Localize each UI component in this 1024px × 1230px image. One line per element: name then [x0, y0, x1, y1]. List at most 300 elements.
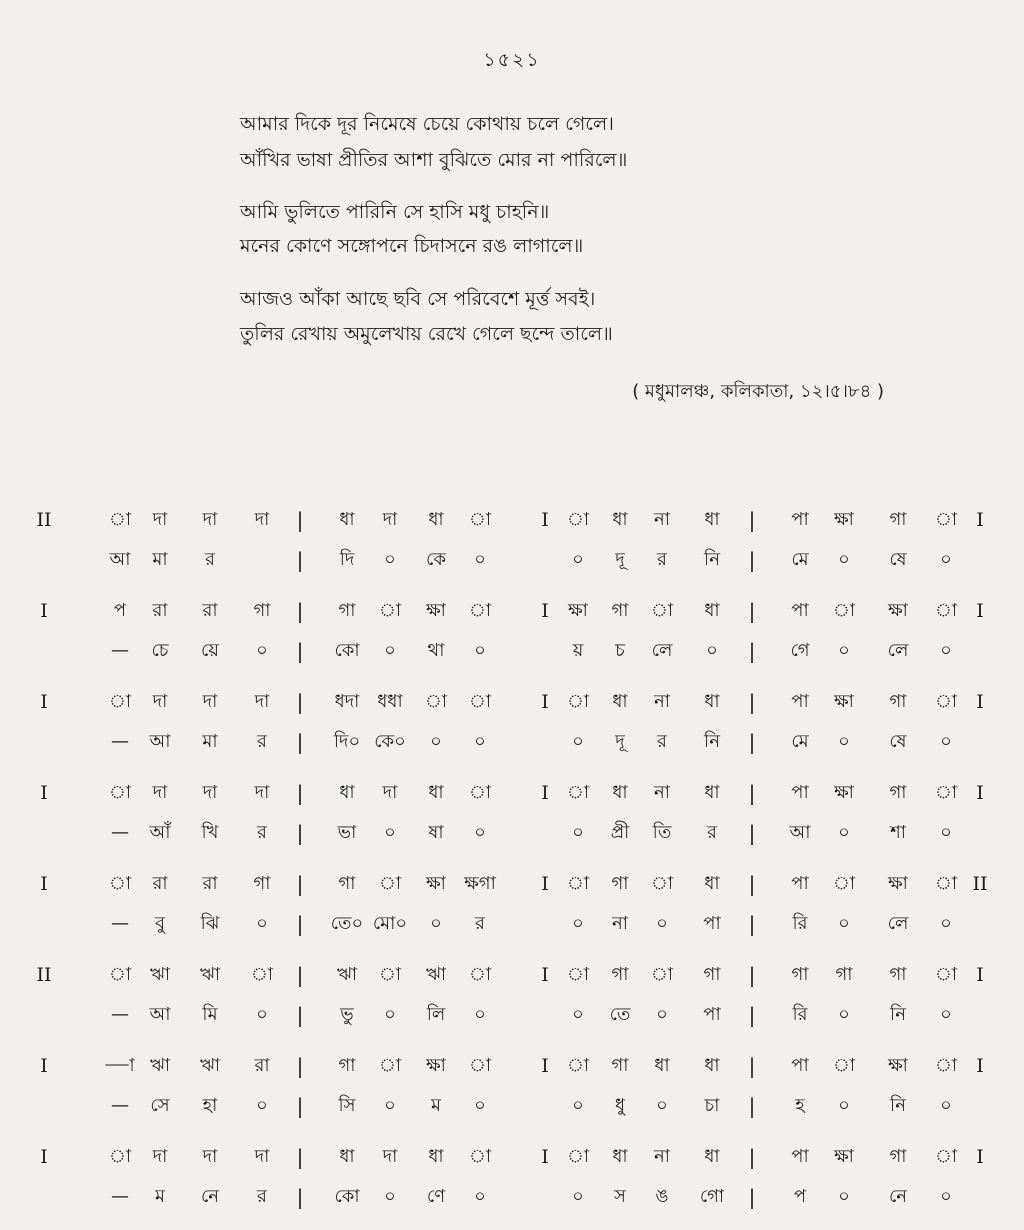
swara-note: গা: [338, 873, 356, 894]
swara-note: দা: [152, 782, 168, 803]
swara-note: ধধা: [377, 691, 403, 712]
lyric-line: আমি ভুলিতে পারিনি সে হাসি মধু চাহনি॥: [240, 201, 550, 223]
bani-syllable: ০: [940, 731, 952, 752]
bar-mark: |: [296, 781, 304, 805]
swara-note: ঋা: [199, 1055, 221, 1076]
bani-syllable: গে: [790, 640, 810, 661]
swara-note: না: [654, 1146, 670, 1167]
swara-note: ধা: [339, 509, 355, 530]
bani-syllable: দি: [339, 549, 355, 570]
swara-note: া: [108, 509, 132, 530]
bar-mark: I: [541, 1055, 549, 1077]
bar-mark: I: [541, 691, 549, 713]
bar-mark: |: [748, 599, 756, 623]
bani-syllable: য়ে: [201, 640, 219, 661]
swara-note: গা: [889, 691, 907, 712]
swara-note: ধা: [654, 1055, 670, 1076]
bani-syllable: সি: [338, 1095, 356, 1116]
swara-note: া: [566, 782, 590, 803]
bar-mark: |: [296, 872, 304, 896]
bar-mark: |: [296, 821, 304, 845]
bar-mark: I: [541, 873, 549, 895]
swara-note: া: [934, 964, 958, 985]
bani-syllable: প: [793, 1186, 807, 1207]
swara-note: া: [566, 1055, 590, 1076]
swara-note: রা: [152, 600, 168, 621]
swara-note: ধা: [612, 509, 628, 530]
bar-mark: |: [296, 730, 304, 754]
bani-syllable: র: [257, 822, 267, 843]
bar-mark: |: [296, 508, 304, 532]
swara-note: ঋা: [336, 964, 358, 985]
swara-note: া: [468, 782, 492, 803]
swara-note: া: [832, 873, 856, 894]
lyric-line: তুলির রেখায় অমুলেখায় রেখে গেলে ছন্দে তালে॥: [240, 323, 613, 345]
swara-note: দা: [202, 509, 218, 530]
swara-note: া: [378, 1055, 402, 1076]
swara-note: পা: [791, 1146, 809, 1167]
swara-note: ক্ষা: [888, 1055, 908, 1076]
source-credit: ( মধুমালঞ্চ, কলিকাতা, ১২।৫।৮৪ ): [632, 381, 884, 402]
swara-note: া: [468, 1146, 492, 1167]
bani-syllable: মে: [791, 731, 809, 752]
bani-row: [0, 727, 1024, 761]
swara-note: া: [424, 691, 448, 712]
swara-note: গা: [338, 1055, 356, 1076]
bani-syllable: ০: [474, 822, 486, 843]
bani-syllable: আ: [149, 1004, 171, 1025]
bani-syllable: ০: [940, 549, 952, 570]
swara-note: না: [654, 782, 670, 803]
bar-mark: |: [748, 730, 756, 754]
swara-note: ক্ষগা: [464, 873, 496, 894]
swara-note: পা: [791, 782, 809, 803]
bani-syllable: ষে: [889, 549, 907, 570]
swara-note: ধদা: [334, 691, 360, 712]
bar-mark: I: [541, 782, 549, 804]
bani-syllable: মা: [202, 731, 218, 752]
bar-mark: |: [748, 781, 756, 805]
bani-syllable: ০: [838, 913, 850, 934]
bani-syllable: —: [111, 913, 129, 934]
bani-syllable: তি: [652, 822, 672, 843]
swara-note: ক্ষা: [834, 509, 854, 530]
bani-syllable: ০: [572, 1004, 584, 1025]
bar-mark: |: [748, 690, 756, 714]
bani-syllable: —: [111, 640, 129, 661]
swara-note: না: [654, 509, 670, 530]
swara-note: ধা: [704, 1055, 720, 1076]
swara-note: ধা: [704, 691, 720, 712]
bani-syllable: ০: [474, 1095, 486, 1116]
bani-row: [0, 1000, 1024, 1034]
bani-syllable: ধু: [614, 1095, 626, 1116]
swara-row: [0, 505, 1024, 539]
bani-syllable: —: [111, 822, 129, 843]
swara-note: দা: [202, 1146, 218, 1167]
bani-syllable: ০: [256, 913, 268, 934]
bani-syllable: ০: [838, 822, 850, 843]
bani-syllable: হ: [795, 1095, 805, 1116]
swara-note: দা: [152, 1146, 168, 1167]
bani-syllable: দূ: [615, 549, 625, 570]
bani-syllable: ০: [256, 1004, 268, 1025]
bar-mark: I: [541, 1146, 549, 1168]
swara-note: দা: [382, 782, 398, 803]
bani-syllable: শা: [890, 822, 906, 843]
swara-row: [0, 596, 1024, 630]
bani-syllable: ০: [838, 731, 850, 752]
bani-syllable: র: [205, 549, 215, 570]
bar-mark: |: [748, 639, 756, 663]
bar-mark: |: [748, 821, 756, 845]
bani-syllable: নি: [704, 731, 720, 752]
swara-note: ধা: [339, 1146, 355, 1167]
swara-row: [0, 687, 1024, 721]
bani-syllable: মে: [791, 549, 809, 570]
swara-note: ক্ষা: [888, 600, 908, 621]
bani-syllable: ম: [431, 1095, 441, 1116]
bani-syllable: থা: [427, 640, 445, 661]
bar-mark: |: [296, 1145, 304, 1169]
bani-syllable: —: [111, 731, 129, 752]
bani-syllable: র: [475, 913, 485, 934]
bani-row: [0, 818, 1024, 852]
bani-syllable: ০: [384, 1095, 396, 1116]
swara-note: ক্ষা: [834, 1146, 854, 1167]
bani-syllable: ০: [940, 822, 952, 843]
bani-syllable: র: [257, 731, 267, 752]
swara-note: গা: [611, 600, 629, 621]
swara-note: া: [468, 509, 492, 530]
swara-note: া: [108, 782, 132, 803]
swara-note: ঋা: [425, 964, 447, 985]
bar-mark: I: [40, 600, 48, 622]
swara-note: া: [934, 509, 958, 530]
bani-syllable: দূ: [615, 731, 625, 752]
bar-mark: |: [748, 548, 756, 572]
swara-note: া: [378, 873, 402, 894]
swara-note: া: [934, 1146, 958, 1167]
bani-syllable: আ: [789, 822, 811, 843]
swara-note: ধা: [704, 600, 720, 621]
bani-syllable: পা: [703, 913, 721, 934]
bani-syllable: ভু: [340, 1004, 354, 1025]
swara-note: া: [934, 691, 958, 712]
bani-syllable: ভা: [337, 822, 357, 843]
bani-syllable: ০: [940, 640, 952, 661]
swara-note: া: [566, 873, 590, 894]
swara-note: গা: [338, 600, 356, 621]
bani-syllable: ০: [706, 640, 718, 661]
bani-syllable: ০: [838, 1004, 850, 1025]
bani-syllable: ০: [384, 1004, 396, 1025]
bar-mark: I: [976, 1055, 984, 1077]
bani-syllable: ০: [838, 1095, 850, 1116]
bani-syllable: খি: [201, 822, 219, 843]
swara-note: না: [654, 691, 670, 712]
swara-note: া: [250, 964, 274, 985]
bani-syllable: —: [111, 1186, 129, 1207]
swara-note: া: [650, 964, 674, 985]
bani-syllable: ০: [384, 1186, 396, 1207]
swara-note: রা: [202, 873, 218, 894]
bani-syllable: মো০: [372, 913, 408, 934]
bani-syllable: নি: [704, 549, 720, 570]
bani-syllable: ০: [474, 549, 486, 570]
lyric-line: আমার দিকে দূর নিমেষে চেয়ে কোথায় চলে গেলে।: [240, 113, 614, 135]
swara-note: ক্ষা: [888, 873, 908, 894]
bani-syllable: র: [257, 1186, 267, 1207]
swara-note: পা: [791, 509, 809, 530]
swara-note: ধা: [339, 782, 355, 803]
bani-syllable: আ: [149, 731, 171, 752]
swara-row: [0, 1051, 1024, 1085]
swara-note: —া: [105, 1055, 135, 1076]
bani-syllable: স: [614, 1186, 626, 1207]
swara-note: দা: [152, 509, 168, 530]
swara-note: দা: [254, 691, 270, 712]
swara-note: ধা: [612, 691, 628, 712]
bani-syllable: ম: [155, 1186, 165, 1207]
bani-syllable: গো: [699, 1186, 725, 1207]
bani-syllable: ০: [474, 1186, 486, 1207]
bani-syllable: ০: [474, 640, 486, 661]
bani-syllable: ০: [572, 1186, 584, 1207]
swara-note: া: [108, 691, 132, 712]
bani-syllable: নি: [890, 1095, 906, 1116]
swara-note: া: [468, 964, 492, 985]
bani-syllable: কো: [334, 1186, 360, 1207]
bar-mark: |: [748, 872, 756, 896]
bar-mark: II: [36, 964, 52, 986]
bar-mark: I: [40, 873, 48, 895]
bar-mark: I: [976, 600, 984, 622]
swara-note: ক্ষা: [568, 600, 588, 621]
swara-note: গা: [253, 873, 271, 894]
swara-note: া: [468, 1055, 492, 1076]
swara-note: গা: [835, 964, 853, 985]
bar-mark: I: [976, 509, 984, 531]
swara-note: ক্ষা: [834, 691, 854, 712]
swara-note: গা: [703, 964, 721, 985]
swara-note: দা: [202, 782, 218, 803]
swara-note: ধা: [428, 509, 444, 530]
bani-syllable: রি: [792, 1004, 808, 1025]
bani-row: [0, 909, 1024, 943]
swara-note: ধা: [704, 782, 720, 803]
bani-syllable: র: [707, 822, 717, 843]
bani-syllable: ০: [572, 1095, 584, 1116]
bani-syllable: র: [657, 549, 667, 570]
bar-mark: |: [748, 912, 756, 936]
swara-note: গা: [889, 782, 907, 803]
bani-syllable: চে: [151, 640, 169, 661]
bar-mark: |: [748, 1003, 756, 1027]
swara-note: দা: [382, 1146, 398, 1167]
swara-note: া: [566, 1146, 590, 1167]
bani-syllable: ০: [430, 731, 442, 752]
swara-note: ধা: [612, 782, 628, 803]
swara-note: গা: [611, 1055, 629, 1076]
bani-syllable: ০: [940, 1004, 952, 1025]
swara-row: [0, 869, 1024, 903]
bani-syllable: কে: [426, 549, 446, 570]
swara-note: রা: [152, 873, 168, 894]
swara-note: রা: [202, 600, 218, 621]
swara-note: া: [108, 1146, 132, 1167]
swara-note: া: [832, 1055, 856, 1076]
bani-syllable: ০: [940, 1095, 952, 1116]
bani-syllable: ষা: [428, 822, 444, 843]
swara-note: া: [378, 600, 402, 621]
bani-syllable: ০: [256, 1095, 268, 1116]
bani-syllable: ষে: [889, 731, 907, 752]
bani-syllable: র: [657, 731, 667, 752]
bani-syllable: ০: [656, 913, 668, 934]
swara-note: া: [378, 964, 402, 985]
bani-syllable: ০: [940, 1186, 952, 1207]
bani-syllable: পা: [703, 1004, 721, 1025]
bar-mark: |: [748, 1094, 756, 1118]
bar-mark: I: [541, 600, 549, 622]
swara-note: ক্ষা: [426, 1055, 446, 1076]
bar-mark: |: [296, 548, 304, 572]
swara-note: পা: [791, 691, 809, 712]
bani-syllable: ০: [572, 913, 584, 934]
bani-syllable: নে: [888, 1186, 908, 1207]
swara-note: া: [468, 691, 492, 712]
bar-mark: |: [748, 1185, 756, 1209]
bar-mark: |: [296, 1185, 304, 1209]
swara-note: দা: [254, 1146, 270, 1167]
swara-note: গা: [611, 873, 629, 894]
swara-note: ধা: [704, 873, 720, 894]
bani-row: [0, 1182, 1024, 1216]
page-number: ১৫২১: [483, 49, 541, 71]
bar-mark: I: [976, 782, 984, 804]
swara-note: গা: [253, 600, 271, 621]
bar-mark: |: [296, 912, 304, 936]
bar-mark: I: [541, 964, 549, 986]
bar-mark: |: [296, 639, 304, 663]
swara-note: রা: [254, 1055, 270, 1076]
swara-note: া: [468, 600, 492, 621]
swara-note: গা: [889, 964, 907, 985]
swara-note: ঋা: [149, 964, 171, 985]
bani-syllable: মা: [152, 549, 168, 570]
swara-note: া: [566, 964, 590, 985]
swara-note: া: [108, 964, 132, 985]
bani-syllable: হা: [202, 1095, 218, 1116]
bani-syllable: ০: [838, 1186, 850, 1207]
bani-syllable: ঙ: [655, 1186, 669, 1207]
swara-note: দা: [152, 691, 168, 712]
bani-syllable: ০: [838, 549, 850, 570]
bani-syllable: নে: [200, 1186, 220, 1207]
bani-syllable: য়: [572, 640, 584, 661]
bani-syllable: চা: [704, 1095, 720, 1116]
bar-mark: I: [40, 1055, 48, 1077]
swara-note: দা: [254, 782, 270, 803]
swara-note: পা: [791, 873, 809, 894]
bani-syllable: ০: [572, 822, 584, 843]
bar-mark: |: [296, 599, 304, 623]
bani-syllable: ০: [940, 913, 952, 934]
bani-syllable: ০: [572, 731, 584, 752]
bar-mark: I: [40, 782, 48, 804]
bani-syllable: নি: [890, 1004, 906, 1025]
bani-syllable: কে০: [374, 731, 406, 752]
lyric-line: আঁখির ভাষা প্রীতির আশা বুঝিতে মোর না পারিলে॥: [240, 149, 628, 171]
swara-note: ক্ষা: [426, 600, 446, 621]
swara-note: া: [566, 509, 590, 530]
bani-syllable: দি০: [333, 731, 361, 752]
bani-syllable: ০: [838, 640, 850, 661]
swara-note: ধা: [428, 782, 444, 803]
swara-note: া: [934, 873, 958, 894]
swara-note: া: [650, 600, 674, 621]
bani-syllable: লে: [887, 640, 909, 661]
bar-mark: I: [40, 1146, 48, 1168]
swara-note: গা: [791, 964, 809, 985]
bani-syllable: ০: [384, 640, 396, 661]
bani-syllable: —: [111, 1095, 129, 1116]
bani-syllable: না: [612, 913, 628, 934]
swara-note: ঋা: [149, 1055, 171, 1076]
swara-note: ঋা: [199, 964, 221, 985]
swara-row: [0, 778, 1024, 812]
bani-syllable: ০: [656, 1095, 668, 1116]
bar-mark: |: [748, 963, 756, 987]
bani-syllable: লে: [887, 913, 909, 934]
swara-note: গা: [889, 509, 907, 530]
bani-syllable: ণে: [426, 1186, 446, 1207]
bani-syllable: তে০: [330, 913, 364, 934]
bani-syllable: বু: [154, 913, 166, 934]
swara-note: া: [650, 873, 674, 894]
swara-note: দা: [254, 509, 270, 530]
bar-mark: I: [541, 509, 549, 531]
swara-note: া: [566, 691, 590, 712]
swara-note: দা: [202, 691, 218, 712]
bar-mark: |: [748, 1145, 756, 1169]
bani-syllable: চ: [615, 640, 625, 661]
bani-syllable: লি: [426, 1004, 446, 1025]
lyric-line: মনের কোণে সঙ্গোপনে চিদাসনে রঙ লাগালে॥: [240, 235, 584, 257]
bani-syllable: সে: [150, 1095, 170, 1116]
bani-row: [0, 1091, 1024, 1125]
bani-syllable: ০: [384, 822, 396, 843]
bar-mark: |: [748, 508, 756, 532]
bani-row: [0, 636, 1024, 670]
bar-mark: |: [296, 1094, 304, 1118]
bani-syllable: —: [111, 1004, 129, 1025]
bani-syllable: ০: [430, 913, 442, 934]
swara-note: া: [934, 1055, 958, 1076]
swara-note: গা: [611, 964, 629, 985]
bani-syllable: ঝি: [200, 913, 220, 934]
bani-syllable: মি: [202, 1004, 218, 1025]
bani-syllable: ০: [474, 1004, 486, 1025]
bani-syllable: রি: [792, 913, 808, 934]
swara-note: ধা: [704, 509, 720, 530]
bar-mark: I: [40, 691, 48, 713]
swara-note: প: [113, 600, 127, 621]
bani-syllable: আঁ: [149, 822, 171, 843]
swara-note: ধা: [428, 1146, 444, 1167]
bani-row: [0, 545, 1024, 579]
